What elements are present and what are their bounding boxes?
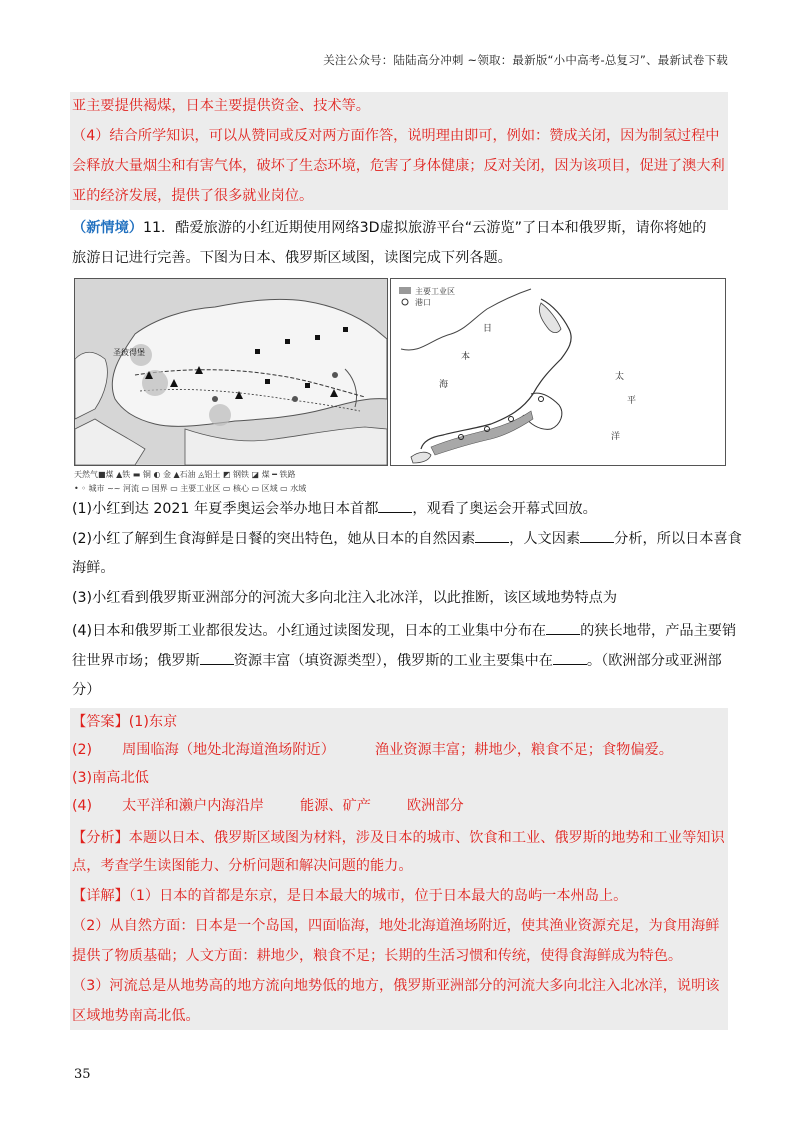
legend-row-2: • ◦ 城市 ~~ 河流 ▭ 国界 ▭ 主要工业区 ▭ 核心 ▭ 区域 ▭ 水域 — [74, 484, 307, 493]
q4-text-e: 。（欧洲部分或亚洲部 — [586, 653, 722, 669]
detail-line-2: （2）从自然方面：日本是一个岛国，四面临海，地处北海道渔场附近，使其渔业资源充足，为食用海鲜 — [72, 918, 720, 934]
q1-text-b: ，观看了奥运会开幕式回放。 — [412, 501, 597, 517]
answer-2-part-2: 渔业资源丰富；耕地少，粮食不足；食物偏爱。 — [374, 742, 673, 758]
answer-4-part-1: 太平洋和濑户内海沿岸 — [122, 798, 264, 814]
question-tag: （新情境） — [72, 220, 143, 236]
answer-2-part-1: 周围临海（地处北海道渔场附近） — [122, 742, 335, 758]
q4-text-c: 往世界市场；俄罗斯 — [72, 653, 200, 669]
answer-4-part-3: 欧洲部分 — [406, 798, 464, 814]
q2-text-c: 分析，所以日本喜食 — [614, 531, 742, 547]
answer-4-num: (4) — [72, 798, 93, 814]
answer-line-3: (3)南高北低 — [72, 770, 149, 786]
sub-question-3: (3)小红看到俄罗斯亚洲部分的河流大多向北注入北冰洋，以此推断，该区域地势特点为 — [72, 590, 618, 606]
question-stem-line-1 — [72, 218, 706, 238]
answer-label: 【答案】 — [72, 714, 129, 730]
detail-line-1 — [72, 886, 627, 906]
city-label: 圣彼得堡 — [113, 348, 145, 357]
answer-4-part-2: 能源、矿产 — [300, 798, 371, 814]
legend-row-1: 天然气■煤 ▲铁 ▬ 铜 ◐ 金 ▲石油 ◬铝土 ◩ 钢铁 ◪ 煤 ━ 铁路 — [74, 470, 296, 479]
page-header: 关注公众号：陆陆高分冲刺 ~领取：最新版“小中高考-总复习”、最新试卷下载 — [323, 53, 728, 67]
region-map-figure — [74, 278, 726, 466]
q1-text-a: (1)小红到达 2021 年夏季奥运会举办地日本首都 — [72, 501, 379, 517]
japan-map — [390, 278, 726, 466]
q2-text-a: (2)小红了解到生食海鲜是日餐的突出特色，她从日本的自然因素 — [72, 531, 476, 547]
prev-answer-line-2: （4）结合所学知识，可以从赞同或反对两方面作答，说明理由即可，例如：赞成关闭，因为制氢过程中 — [72, 128, 720, 144]
label-pacific-1: 太 — [615, 372, 625, 382]
analysis-text-1: 本题以日本、俄罗斯区域图为材料，涉及日本的城市、饮食和工业、俄罗斯的地势和工业等知识 — [128, 830, 725, 846]
q2-text-b: ，人文因素 — [509, 531, 581, 547]
answer-blank — [378, 498, 412, 513]
detail-line-3: 提供了物质基础；人文方面：耕地少，粮食不足；长期的生活习惯和传统，使得食海鲜成为特色。 — [72, 948, 683, 964]
sub-question-4-line-2 — [72, 650, 722, 671]
prev-answer-line-4: 亚的经济发展，提供了很多就业岗位。 — [72, 188, 314, 204]
q4-text-d: 资源丰富（填资源类型），俄罗斯的工业主要集中在 — [233, 653, 553, 669]
answer-blank — [475, 528, 509, 543]
prev-answer-line-1: 亚主要提供褐煤，日本主要提供资金、技术等。 — [72, 98, 370, 114]
answer-blank — [546, 620, 580, 635]
russia-map — [74, 278, 388, 466]
sub-question-4-line-3: 分） — [72, 682, 101, 698]
answer-line-1 — [72, 712, 177, 732]
page-number: 35 — [74, 1067, 91, 1082]
sub-question-2-line-1 — [72, 528, 742, 549]
label-japan-1: 日 — [483, 324, 493, 334]
answer-blank — [580, 528, 614, 543]
legend-industrial-zone: 主要工业区 — [415, 287, 455, 296]
answer-blank — [200, 650, 234, 665]
q4-text-b: 的狭长地带，产品主要销 — [580, 623, 737, 639]
analysis-line-2: 点，考查学生读图能力、分析问题和解决问题的能力。 — [72, 858, 413, 874]
answer-line-2 — [72, 740, 673, 760]
russia-map-legend — [74, 468, 392, 496]
detail-line-5: 区域地势南高北低。 — [72, 1008, 200, 1024]
sub-question-1 — [72, 498, 597, 519]
q4-text-a: (4)日本和俄罗斯工业都很发达。小红通过读图发现，日本的工业集中分布在 — [72, 623, 547, 639]
answer-line-4 — [72, 796, 464, 816]
japan-map-drawing — [391, 279, 725, 465]
russia-map-drawing — [75, 279, 387, 465]
prev-answer-line-3: 会释放大量烟尘和有害气体，破坏了生态环境，危害了身体健康；反对关闭，因为该项目，促进了澳大利 — [72, 158, 725, 174]
answer-blank — [553, 650, 587, 665]
legend-port: 港口 — [415, 298, 431, 307]
analysis-line-1 — [72, 828, 725, 848]
detail-text-1: （1）日本的首都是东京，是日本最大的城市，位于日本最大的岛屿一本州岛上。 — [128, 888, 628, 904]
detail-line-4: （3）河流总是从地势高的地方流向地势低的地方，俄罗斯亚洲部分的河流大多向北注入北冰洋，说明该 — [72, 978, 720, 994]
sub-question-4-line-1 — [72, 620, 736, 641]
detail-label: 【详解】 — [72, 888, 129, 904]
answer-1: (1)东京 — [128, 714, 178, 730]
label-pacific-2: 平 — [627, 396, 637, 406]
label-japan-sea: 海 — [439, 380, 449, 390]
question-text-1: 11．酷爱旅游的小红近期使用网络3D虚拟旅游平台“云游览”了日本和俄罗斯，请你将她的 — [142, 220, 707, 236]
label-japan-2: 本 — [461, 352, 471, 362]
sub-question-2-line-2: 海鲜。 — [72, 560, 115, 576]
question-stem-line-2: 旅游日记进行完善。下图为日本、俄罗斯区域图，读图完成下列各题。 — [72, 250, 512, 266]
analysis-label: 【分析】 — [72, 830, 129, 846]
answer-2-num: (2) — [72, 742, 93, 758]
label-pacific-3: 洋 — [611, 432, 621, 442]
